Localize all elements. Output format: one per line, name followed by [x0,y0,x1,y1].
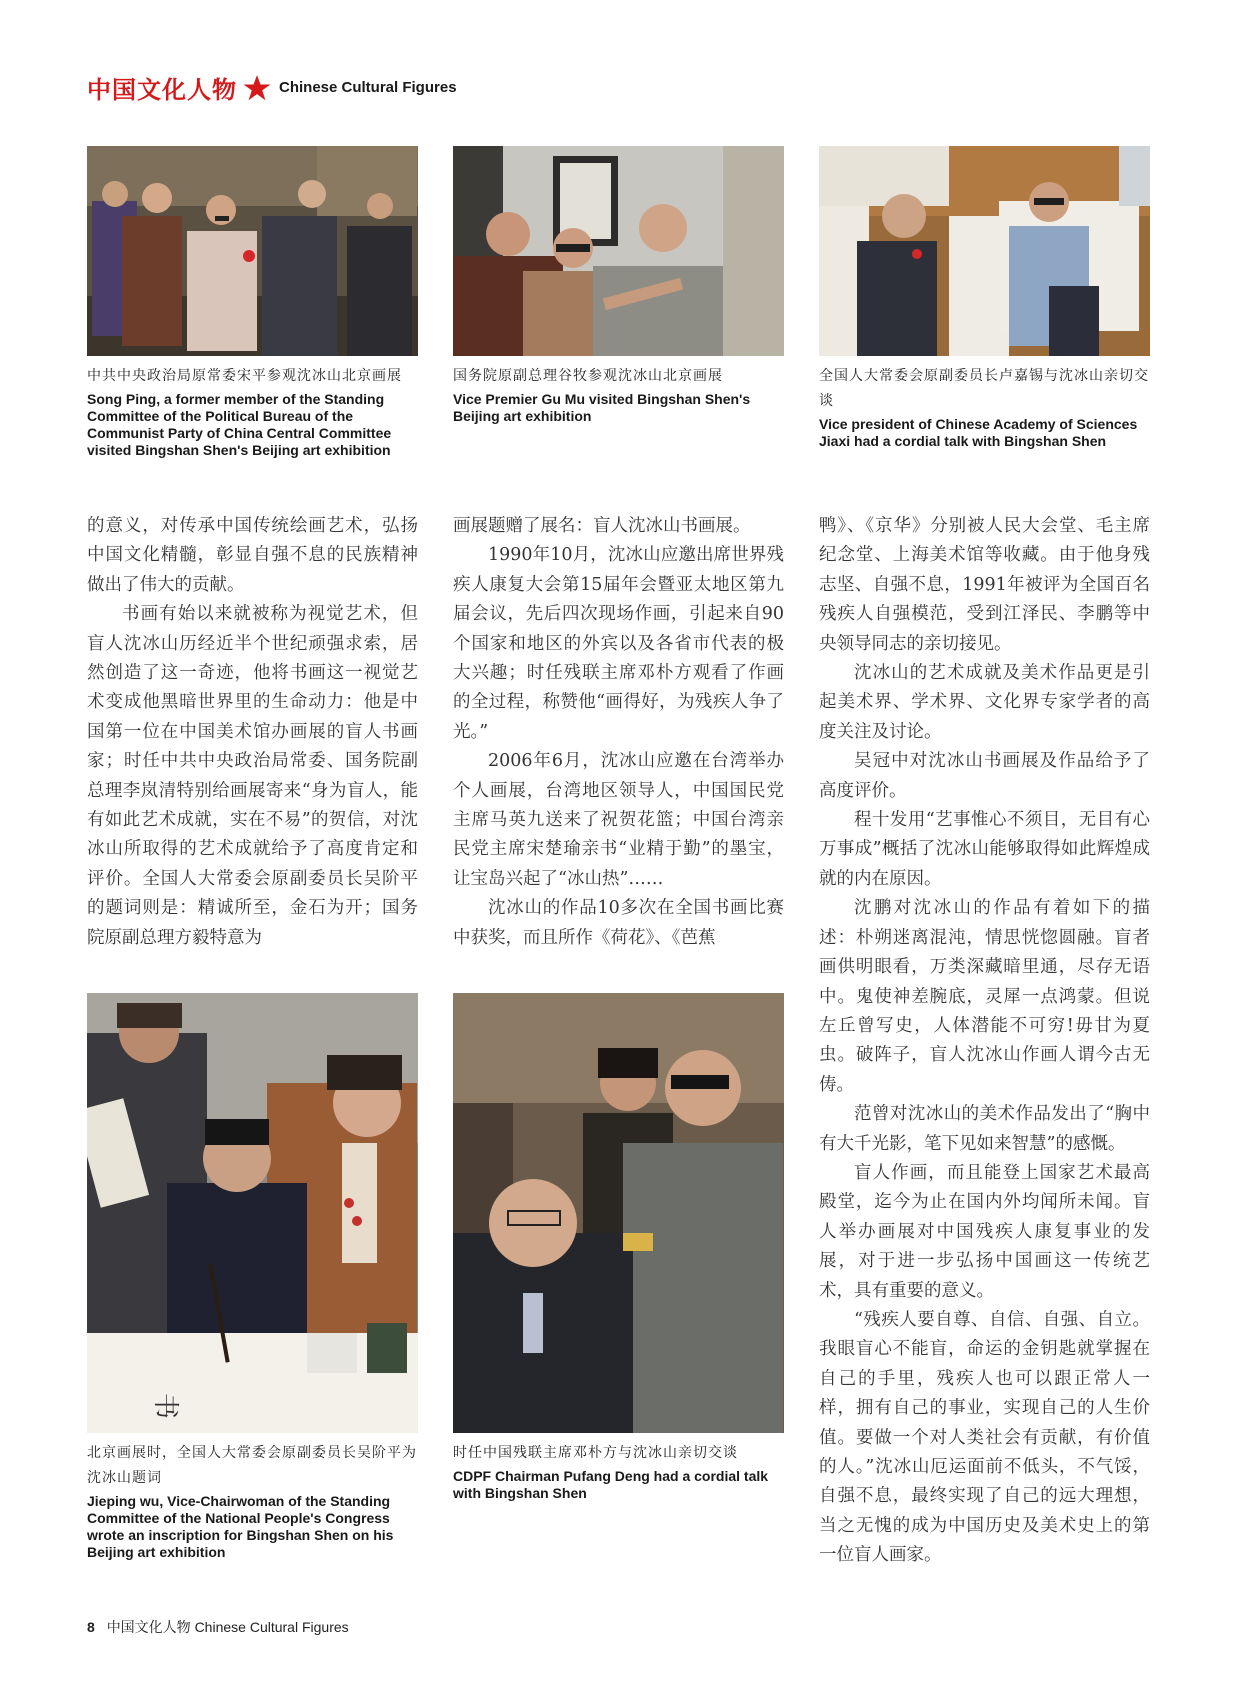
photo-song-ping-visit [87,146,418,356]
paragraph: 沈鹏对沈冰山的作品有着如下的描述：朴朔迷离混沌，情思恍惚圆融。盲者画供明眼看，万类深藏暗里通，尽存无语中。鬼使神差腕底，灵犀一点鸿蒙。但说左丘曾写史，人体潜能不可穷!毋甘为夏虫。破阵子，盲人沈冰山作画人谓今古无俦。 [819,898,1150,1095]
caption-cn: 全国人大常委会原副委员长卢嘉锡与沈冰山亲切交谈 [819,368,1149,409]
page-number: 8 [87,1619,95,1635]
paragraph: “残疾人要自尊、自信、自强、自立。我眼盲心不能盲，命运的金钥匙就掌握在自己的手里，残疾人也可以跟正常人一样，拥有自己的事业，实现自己的人生价值。要做一个对人类社会有贡献，有价值的人。”沈冰山厄运面前不低头，不气馁，自强不息，最终实现了自己的远大理想，当之无愧的成为中国历史及美术史上的第一位盲人画家。 [819,1309,1150,1566]
magazine-title-cn: 中国文化人物 [87,75,237,104]
paragraph: 范曾对沈冰山的美术作品发出了“胸中有大千光影，笔下见如来智慧”的感慨。 [819,1104,1150,1154]
caption-en: Vice president of Chinese Academy of Sciences Jiaxi had a cordial talk with Bingshan Shen [819,416,1138,449]
footer-text: 中国文化人物 Chinese Cultural Figures [106,1619,349,1635]
star-icon [243,74,271,102]
paragraph: 画展题赠了展名：盲人沈冰山书画展。 [453,516,751,536]
photo-caption-3 [819,364,1155,450]
caption-cn: 时任中国残联主席邓朴方与沈冰山亲切交谈 [453,1445,738,1461]
photo-caption-5 [453,1441,789,1502]
page-footer [87,1617,349,1637]
paragraph: 沈冰山的作品10多次在全国书画比赛中获奖，而且所作《荷花》、《芭蕉 [453,898,784,948]
paragraph: 程十发用“艺事惟心不须目，无目有心万事成”概括了沈冰山能够取得如此辉煌成就的内在原因。 [819,810,1150,889]
photo-caption-2 [453,364,789,425]
caption-en: CDPF Chairman Pufang Deng had a cordial talk with Bingshan Shen [453,1468,769,1501]
photo-lu-jiaxi-talk [819,146,1150,356]
paragraph: 1990年10月，沈冰山应邀出席世界残疾人康复大会第15届年会暨亚太地区第九届会议，先后四次现场作画，引起来自90个国家和地区的外宾以及各省市代表的极大兴趣；时任残联主席邓朴方观看了作画的全过程，称赞他“画得好，为残疾人争了光。” [453,545,784,742]
caption-en: Song Ping, a former member of the Standing Committee of the Political Bureau of the Communist Party of China Central Committee visited Bingshan Shen's Beijing art exhibition [87,391,392,458]
photo-caption-1 [87,364,423,459]
caption-cn: 中共中央政治局原常委宋平参观沈冰山北京画展 [87,368,402,384]
caption-en: Vice Premier Gu Mu visited Bingshan Shen's Beijing art exhibition [453,391,751,424]
caption-cn: 北京画展时，全国人大常委会原副委员长吴阶平为沈冰山题词 [87,1445,417,1486]
paragraph: 的意义，对传承中国传统绘画艺术，弘扬中国文化精髓，彰显自强不息的民族精神做出了伟大的贡献。 [87,516,418,595]
paragraph: 书画有始以来就被称为视觉艺术，但盲人沈冰山历经近半个世纪顽强求索，居然创造了这一奇迹，他将书画这一视觉艺术变成他黑暗世界里的生命动力：他是中国第一位在中国美术馆办画展的盲人书画家；时任中共中央政治局常委、国务院副总理李岚清特别给画展寄来“身为盲人，能有如此艺术成就，实在不易”的贺信，对沈冰山所取得的艺术成就给予了高度肯定和评价。全国人大常委会原副委员长吴阶平的题词则是：精诚所至，金石为开；国务院原副总理方毅特意为 [87,604,418,948]
paragraph: 吴冠中对沈冰山书画展及作品给予了高度评价。 [819,751,1150,801]
photo-caption-4 [87,1441,423,1561]
body-column-3 [819,512,1150,1571]
paragraph: 沈冰山的艺术成就及美术作品更是引起美术界、学术界、文化界专家学者的高度关注及讨论。 [819,663,1150,742]
body-column-2 [453,512,784,953]
paragraph: 2006年6月，沈冰山应邀在台湾举办个人画展，台湾地区领导人，中国国民党主席马英九送来了祝贺花篮；中国台湾亲民党主席宋楚瑜亲书“业精于勤”的墨宝，让宝岛兴起了“冰山热”…… [453,751,784,889]
svg-text:书: 书 [150,1393,180,1420]
paragraph: 盲人作画，而且能登上国家艺术最高殿堂，迄今为止在国内外均闻所未闻。盲人举办画展对中国残疾人康复事业的发展，对于进一步弘扬中国画这一传统艺术，具有重要的意义。 [819,1162,1150,1301]
caption-en: Jieping wu, Vice-Chairwoman of the Standing Committee of the National People's Congress wrote an inscription for Bingshan Shen on his Beijing art exhibition [87,1493,394,1560]
paragraph: 鸭》、《京华》分别被人民大会堂、毛主席纪念堂、上海美术馆等收藏。由于他身残志坚、自强不息，1991年被评为全国百名残疾人自强模范，受到江泽民、李鹏等中央领导同志的亲切接见。 [819,516,1150,654]
body-column-1 [87,512,418,953]
photo-deng-pufang-talk [453,993,784,1433]
magazine-title-en: Chinese Cultural Figures [279,79,457,96]
magazine-header [87,70,457,105]
caption-cn: 国务院原副总理谷牧参观沈冰山北京画展 [453,368,723,384]
photo-wu-jieping-inscription [87,993,418,1433]
photo-gu-mu-visit [453,146,784,356]
